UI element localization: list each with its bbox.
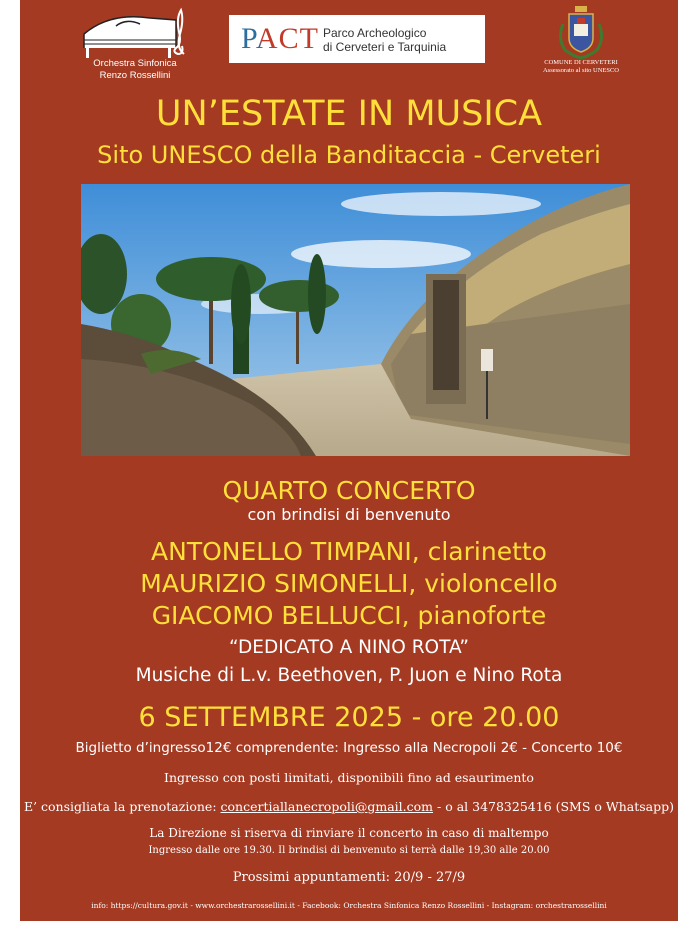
necropolis-photo	[81, 184, 630, 456]
performer-3: GIACOMO BELLUCCI, pianoforte	[151, 601, 547, 630]
next-dates: Prossimi appuntamenti: 20/9 - 27/9	[232, 870, 466, 885]
comune-name: COMUNE DI CERVETERI	[544, 59, 618, 66]
comune-department: Assessorato al sito UNESCO	[542, 67, 619, 74]
concert-number: QUARTO CONCERTO	[222, 476, 476, 505]
program: Musiche di L.v. Beethoven, P. Juon e Nino Rota	[135, 665, 563, 686]
pact-name-line1: Parco Archeologico	[323, 26, 427, 40]
entry-times: Ingresso dalle ore 19.30. Il brindisi di benvenuto si terrà dalle 19,30 alle 20.00	[148, 845, 550, 856]
booking-email-link[interactable]: concertiallanecropoli@gmail.com	[220, 799, 434, 814]
booking-info	[20, 799, 678, 814]
poster-subtitle: Sito UNESCO della Banditaccia - Cerveteri	[97, 141, 601, 169]
ticket-info: Biglietto d’ingresso12€ comprendente: Ingresso alla Necropoli 2€ - Concerto 10€	[75, 740, 623, 756]
pact-logo	[229, 15, 485, 63]
pact-wordmark-text: PACT	[241, 22, 319, 55]
concert-poster	[20, 0, 678, 921]
poster-title: UN’ESTATE IN MUSICA	[155, 94, 543, 134]
weather-notice: La Direzione si riserva di rinviare il concerto in caso di maltempo	[149, 826, 549, 840]
footer-links: info: https://cultura.gov.it - www.orchestrarossellini.it - Facebook: Orchestra Sinfonica Renzo Rossellini - Instagram: orchestrarossellini	[91, 901, 607, 910]
cerveteri-crest-icon	[555, 4, 607, 60]
pact-name	[323, 26, 446, 54]
booking-prefix: E’ consigliata la prenotazione:	[23, 799, 217, 814]
booking-phone: - o al 3478325416 (SMS o Whatsapp)	[437, 799, 675, 814]
concert-subtitle: con brindisi di benvenuto	[247, 505, 451, 524]
orchestra-name	[60, 58, 210, 82]
orchestra-logo	[80, 4, 190, 64]
comune-label	[525, 59, 637, 75]
performer-1: ANTONELLO TIMPANI, clarinetto	[151, 537, 547, 566]
dedication: “DEDICATO A NINO ROTA”	[229, 637, 469, 658]
orchestra-name-line1: Orchestra Sinfonica	[93, 58, 177, 69]
event-date: 6 SETTEMBRE 2025 - ore 20.00	[138, 702, 560, 733]
pact-wordmark	[241, 22, 319, 56]
performer-2: MAURIZIO SIMONELLI, violoncello	[140, 569, 558, 598]
orchestra-name-line2: Renzo Rossellini	[99, 70, 171, 81]
limited-seats: Ingresso con posti limitati, disponibili fino ad esaurimento	[164, 770, 534, 785]
pact-name-line2: di Cerveteri e Tarquinia	[323, 40, 447, 54]
